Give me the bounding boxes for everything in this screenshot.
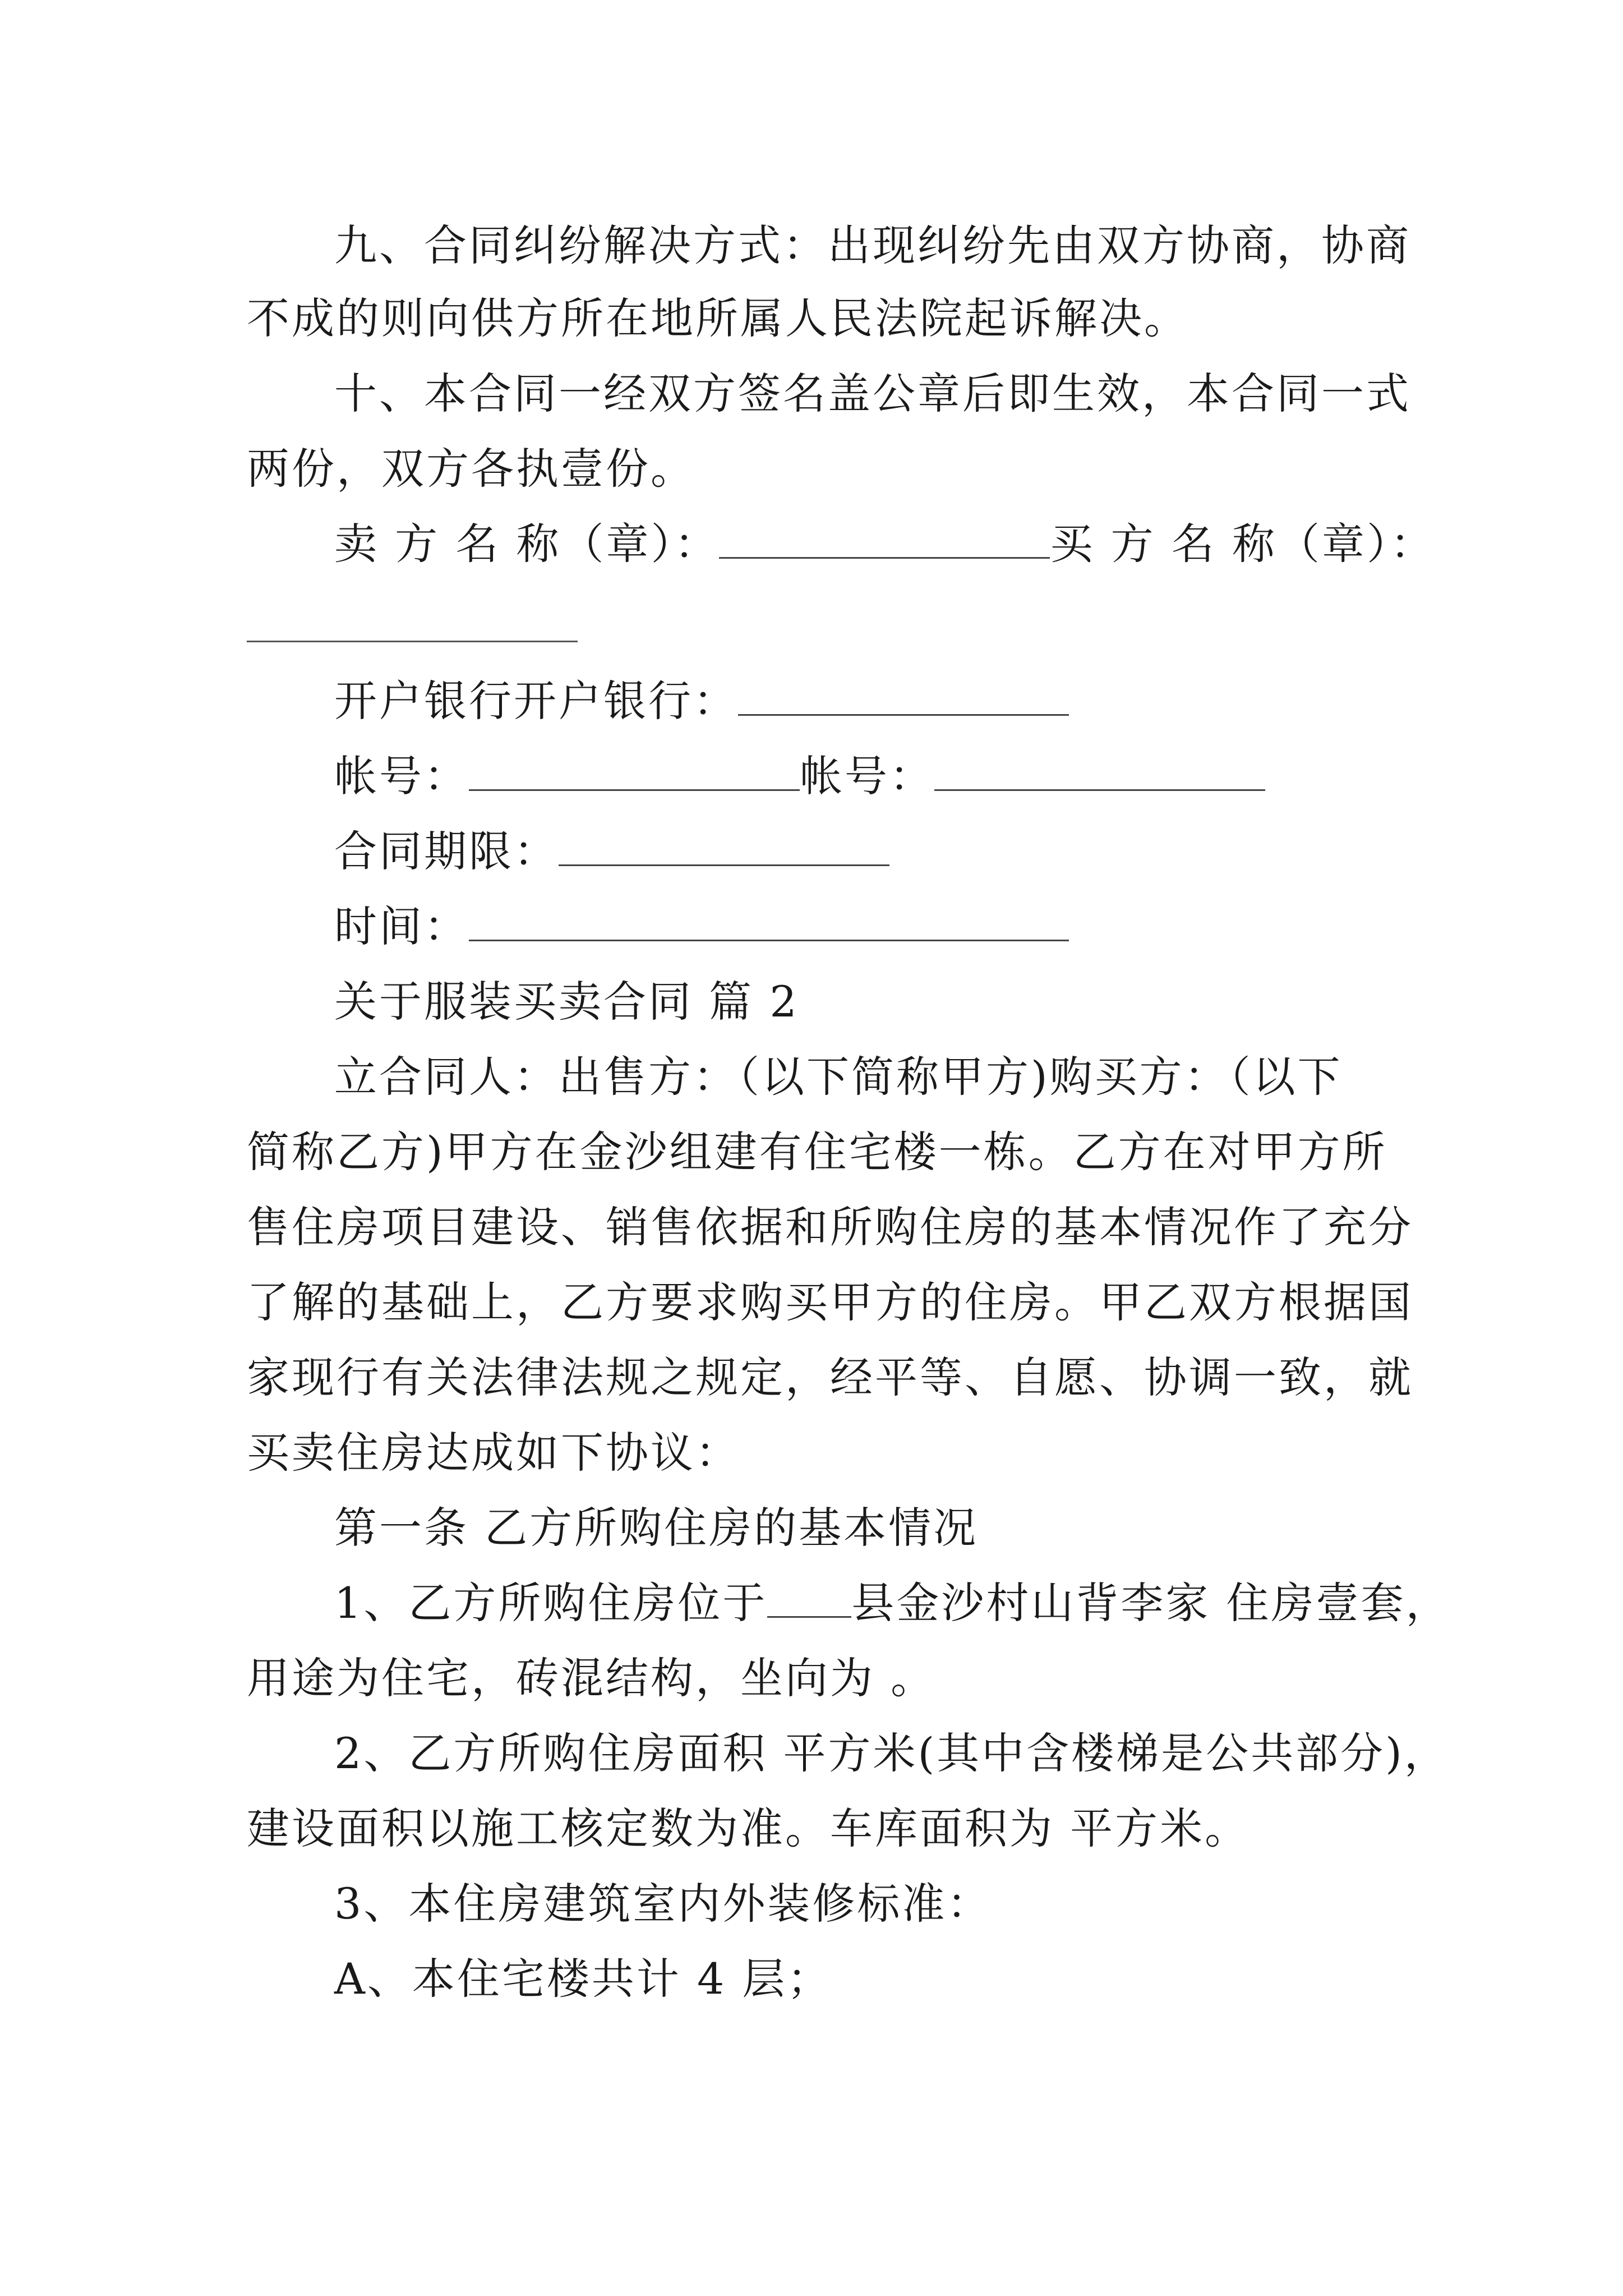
term-row bbox=[334, 823, 889, 880]
item-one-suffix: 县金沙村山背李家 住房壹套， bbox=[851, 1578, 1451, 1628]
item-two-line-1: 2、乙方所购住房面积 平方米(其中含楼梯是公共部分)， bbox=[334, 1728, 1449, 1778]
account-label-buyer: 帐号： bbox=[800, 751, 934, 801]
item-one-line-2: 用途为住宅，砖混结构，坐向为 。 bbox=[247, 1653, 936, 1703]
parties-line-4: 了解的基础上，乙方要求购买甲方的住房。甲乙双方根据国 bbox=[247, 1277, 1413, 1327]
section-title: 关于服装买卖合同 篇 2 bbox=[334, 977, 799, 1027]
item-three: 3、本住房建筑室内外装修标准： bbox=[334, 1879, 992, 1929]
parties-line-1: 立合同人：出售方：（以下简称甲方)购买方：（以下 bbox=[334, 1052, 1343, 1102]
account-blank-seller[interactable] bbox=[469, 750, 800, 791]
term-blank[interactable] bbox=[559, 825, 889, 866]
clause-nine-line-2: 不成的则向供方所在地所属人民法院起诉解决。 bbox=[247, 293, 1189, 343]
buyer-name-label: 买 方 名 称（章）： bbox=[1050, 519, 1435, 569]
item-a: A、本住宅楼共计 4 层； bbox=[334, 1954, 832, 2004]
clause-ten-line-1: 十、本合同一经双方签名盖公章后即生效，本合同一式 bbox=[334, 369, 1411, 418]
account-blank-buyer[interactable] bbox=[934, 750, 1265, 791]
item-two-line-2: 建设面积以施工核定数为准。车库面积为 平方米。 bbox=[247, 1803, 1250, 1853]
clause-ten-line-2: 两份，双方各执壹份。 bbox=[247, 444, 695, 494]
time-blank[interactable] bbox=[469, 900, 1069, 941]
seller-name-blank[interactable] bbox=[719, 518, 1050, 559]
account-label-seller: 帐号： bbox=[334, 751, 469, 801]
parties-line-5: 家现行有关法律法规之规定，经平等、自愿、协调一致，就 bbox=[247, 1352, 1413, 1402]
bank-label: 开户银行开户银行： bbox=[334, 676, 738, 726]
time-row bbox=[334, 899, 1069, 955]
item-one-prefix: 1、乙方所购住房位于 bbox=[334, 1578, 768, 1628]
county-blank[interactable] bbox=[767, 1577, 851, 1618]
bank-blank[interactable] bbox=[738, 675, 1069, 716]
buyer-name-blank[interactable] bbox=[247, 641, 578, 642]
item-one-line-1 bbox=[334, 1575, 1451, 1631]
parties-line-6: 买卖住房达成如下协议： bbox=[247, 1428, 740, 1478]
article-one-heading: 第一条 乙方所购住房的基本情况 bbox=[334, 1503, 979, 1553]
clause-nine-line-1: 九、合同纠纷解决方式：出现纠纷先由双方协商，协商 bbox=[334, 220, 1411, 270]
time-label: 时间： bbox=[334, 901, 469, 951]
signature-row bbox=[334, 516, 1435, 572]
parties-line-3: 售住房项目建设、销售依据和所购住房的基本情况作了充分 bbox=[247, 1202, 1413, 1252]
account-row bbox=[334, 748, 1265, 804]
seller-name-label: 卖 方 名 称（章）： bbox=[334, 519, 720, 569]
parties-line-2: 简称乙方)甲方在金沙组建有住宅楼一栋。乙方在对甲方所 bbox=[247, 1127, 1387, 1177]
term-label: 合同期限： bbox=[334, 826, 559, 876]
bank-row bbox=[334, 673, 1069, 729]
